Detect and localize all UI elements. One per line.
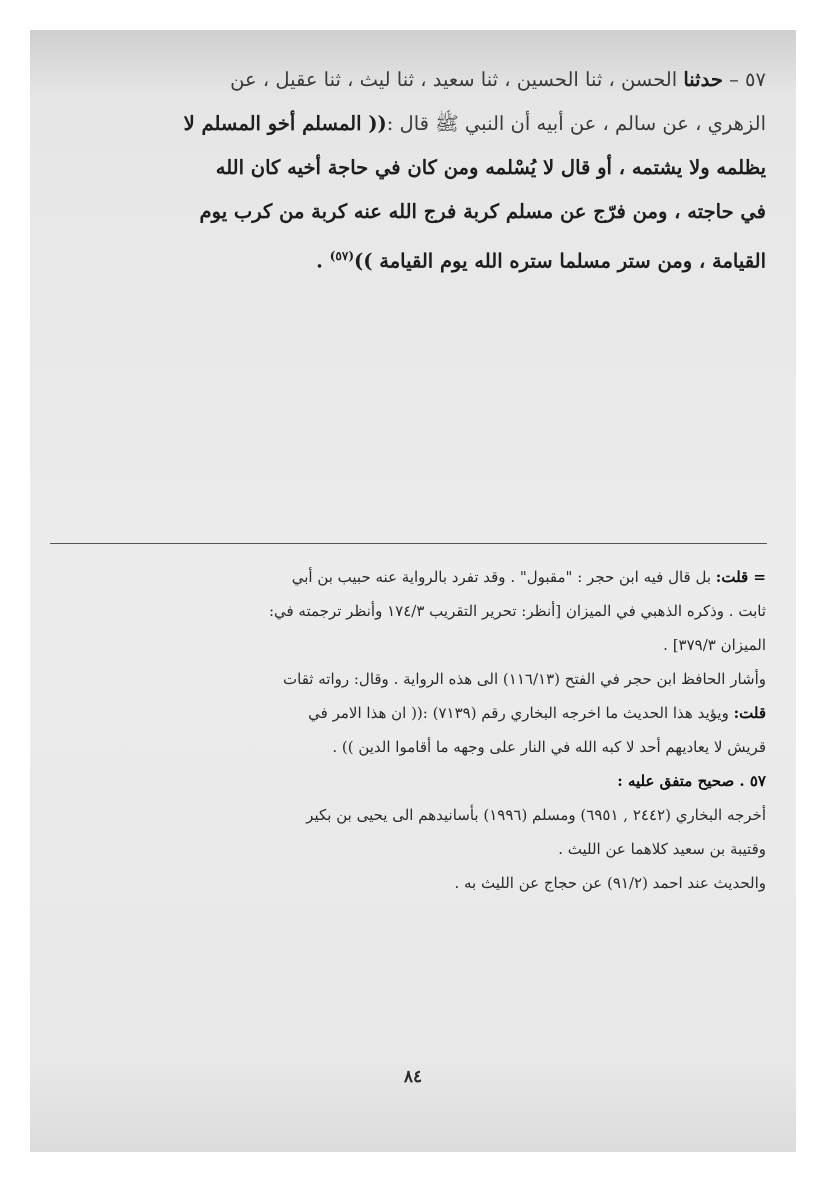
note-text: بل قال فيه ابن حجر : "مقبول" . وقد تفرد بالرواية عنه حبيب بن أبي — [291, 568, 716, 586]
hadith-line-1 — [61, 58, 766, 102]
note-line-8: أخرجه البخاري (٢٤٤٢ , ٦٩٥١) ومسلم (١٩٩٦) بأسانيدهم الى يحيى بن بكير — [306, 806, 766, 824]
note-text: ويؤيد هذا الحديث ما اخرجه البخاري رقم (٧١٣٩) :(( ان هذا الامر في — [308, 704, 734, 722]
note-line-6: قريش لا يعاديهم أحد لا كبه الله في النار على وجهه ما أقاموا الدين )) . — [332, 738, 766, 756]
note-line-2: ثابت . وذكره الذهبي في الميزان [أنظر: تحرير التقريب ١٧٤/٣ وأنظر ترجمته في: — [268, 602, 766, 620]
note-line-1 — [61, 560, 766, 594]
period: . — [316, 249, 330, 273]
isnad-part-2: الزهري ، عن سالم ، عن أبيه أن النبي ﷺ قال : — [386, 112, 766, 135]
hadith-line-4: في حاجته ، ومن فرّج عن مسلم كربة فرج الله عنه كربة من كرب يوم — [199, 200, 766, 223]
hadith-text — [61, 58, 766, 284]
isnad-part-1: الحسن ، ثنا الحسين ، ثنا سعيد ، ثنا ليث ، ثنا عقيل ، عن — [230, 68, 684, 91]
matn-end: القيامة ، ومن ستر مسلما ستره الله يوم القيامة )) — [354, 249, 766, 273]
hadith-number: ٥٧ – — [722, 68, 766, 91]
footnote-ref: (٥٧) — [329, 249, 354, 263]
note-line-10: والحديث عند احمد (٩١/٢) عن حجاج عن الليث به . — [454, 874, 766, 892]
note-line-3: الميزان ٣٧٩/٣] . — [663, 636, 766, 654]
footnotes — [61, 560, 766, 900]
page-number: ٨٤ — [403, 1067, 423, 1087]
note-line-9: وقتيبة بن سعيد كلاهما عن الليث . — [558, 840, 766, 858]
matn-start: (( المسلم أخو المسلم لا — [183, 112, 387, 135]
hadith-line-3: يظلمه ولا يشتمه ، أو قال لا يُسْلمه ومن كان في حاجة أخيه كان الله — [215, 156, 766, 179]
note-line-5 — [61, 696, 766, 730]
footnote-separator — [50, 543, 767, 544]
haddathana: حدثنا — [683, 68, 723, 91]
qult-label: قلت: — [733, 704, 766, 722]
qult-label: = قلت: — [715, 568, 766, 586]
note-line-4: وأشار الحافظ ابن حجر في الفتح (١١٦/١٣) الى هذه الرواية . وقال: رواته ثقات — [283, 670, 766, 688]
grading-heading: ٥٧ . صحيح متفق عليه : — [617, 772, 766, 790]
hadith-line-2 — [61, 102, 766, 146]
hadith-line-5 — [61, 234, 766, 284]
